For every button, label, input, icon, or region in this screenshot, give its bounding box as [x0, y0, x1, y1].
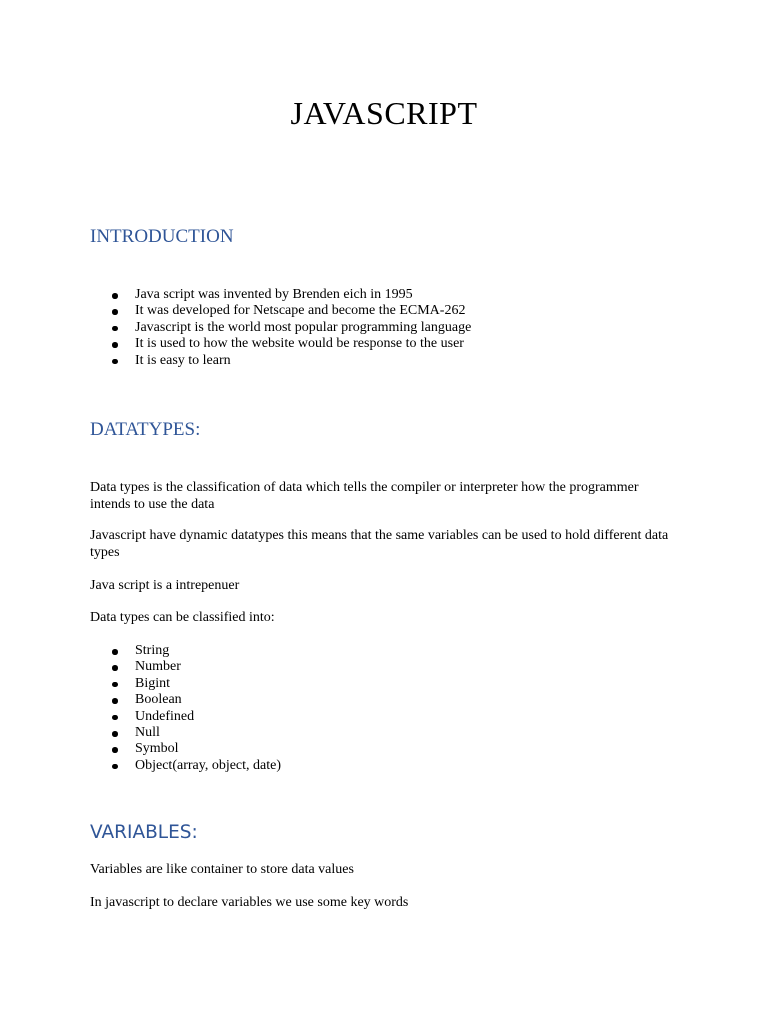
list-item — [90, 725, 281, 741]
list-item — [90, 287, 471, 303]
bullet-icon — [112, 293, 118, 299]
document-title: JAVASCRIPT — [290, 95, 478, 131]
introduction-bullet-list — [90, 287, 471, 369]
list-item-text: Undefined — [135, 708, 195, 724]
list-item-text: Object(array, object, date) — [135, 757, 282, 773]
list-item-text: Symbol — [135, 741, 179, 757]
bullet-icon — [112, 359, 118, 365]
bullet-icon — [112, 682, 118, 688]
introduction-heading: INTRODUCTION — [90, 226, 234, 247]
list-item — [90, 303, 471, 319]
datatypes-definition-paragraph: Data types is the classification of data which tells the compiler or interpreter how the programmer intends to use the data — [90, 480, 639, 512]
list-item-text: Number — [135, 659, 181, 675]
list-item-text: Boolean — [135, 692, 182, 708]
list-item — [90, 659, 281, 675]
bullet-icon — [112, 698, 118, 704]
bullet-icon — [112, 747, 118, 753]
list-item-text: Javascript is the world most popular programming language — [135, 319, 472, 335]
list-item-text: It is used to how the website would be response to the user — [135, 336, 464, 352]
bullet-icon — [112, 342, 118, 348]
variables-keywords-paragraph: In javascript to declare variables we use some key words — [90, 895, 409, 910]
list-item — [90, 709, 281, 725]
bullet-icon — [112, 665, 118, 671]
list-item-text: Java script was invented by Brenden eich in 1995 — [135, 287, 413, 302]
bullet-icon — [112, 764, 118, 770]
list-item-text: It was developed for Netscape and become the ECMA-262 — [135, 303, 466, 319]
variables-definition-paragraph: Variables are like container to store data values — [90, 862, 354, 877]
list-item — [90, 758, 281, 774]
dynamic-datatypes-paragraph: Javascript have dynamic datatypes this means that the same variables can be used to hold different data types — [90, 528, 669, 560]
list-item — [90, 320, 471, 336]
bullet-icon — [112, 326, 118, 332]
list-item-text: It is easy to learn — [135, 352, 231, 368]
bullet-icon — [112, 309, 118, 315]
list-item-text: Null — [135, 725, 160, 741]
intrepenuer-paragraph: Java script is a intrepenuer — [90, 578, 240, 593]
list-item-text: Bigint — [135, 675, 171, 691]
list-item — [90, 336, 471, 352]
bullet-icon — [112, 731, 118, 737]
datatypes-heading: DATATYPES: — [90, 419, 201, 440]
variables-heading: VARIABLES: — [90, 822, 198, 843]
bullet-icon — [112, 715, 118, 721]
classification-paragraph: Data types can be classified into: — [90, 610, 275, 625]
list-item — [90, 643, 281, 659]
list-item — [90, 692, 281, 708]
datatypes-bullet-list — [90, 643, 281, 774]
bullet-icon — [112, 649, 118, 655]
list-item — [90, 741, 281, 757]
list-item — [90, 676, 281, 692]
list-item-text: String — [135, 643, 170, 658]
list-item — [90, 353, 471, 369]
